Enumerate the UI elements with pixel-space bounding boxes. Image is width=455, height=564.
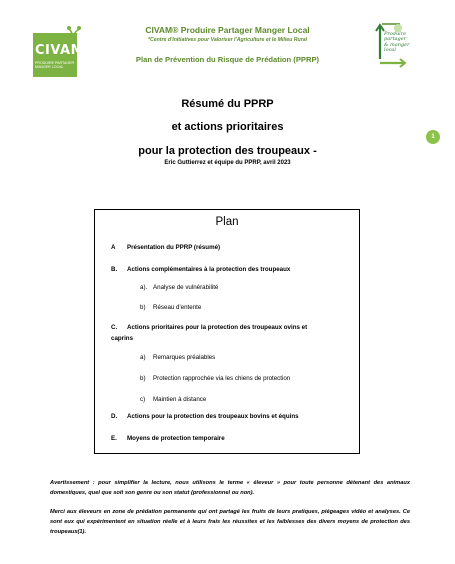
civam-logo-subtext: PRODUIRE PARTAGER MANGER LOCAL (35, 61, 75, 69)
document-title-line3: pour la protection des troupeaux - (138, 145, 317, 157)
document-authors: Eric Guttierrez et équipe du PPRP, avril 2023 (164, 160, 291, 166)
produire-partager-logo-text: Produire partager & manger local (384, 31, 410, 53)
plan-name: Plan de Prévention du Risque de Prédation (PPRP) (135, 55, 320, 64)
thanks-note: Merci aux éleveurs en zone de prédation permanente qui ont partagé les fruits de leurs pratiques, piégeages vidéo et analyses. Ce sont eux qui expérimentent en situation réelle et à leurs frais les réussites et les faiblesses des divers moyens de protection des troupeaux(1). (50, 509, 410, 535)
document-title-line2: et actions prioritaires (171, 121, 284, 133)
produire-partager-logo (370, 19, 410, 69)
org-name: CIVAM® Produire Partager Manger Local (145, 25, 310, 35)
plan-box: Plan A Présentation du PPRP (résumé) B. Actions complémentaires à la protection des troupeaux a). Analyse de vulnérabilité b) Réseau d'entente C. Actions prioritaires pour la protection des troupeaux ovins et caprins a) Remarques préalables b) Protection rapprochée via les chiens de protection c) Maintien à distance D. Actions pour la protection des troupeaux bovins et équins E. Moyens de protection temporaire (94, 209, 360, 454)
org-subtitle: *Centre d'Initiatives pour Valoriser l'Agriculture et le Milieu Rural (147, 37, 308, 43)
warning-note: Avertissement : pour simplifier la lecture, nous utilisons le terme « éleveur » pour toute personne détenant des animaux domestiques, quel que soit son genre ou son statut (professionnel ou non). (50, 480, 410, 496)
plan-heading: Plan (215, 216, 239, 228)
civam-logo-text: CIVAM (35, 43, 85, 58)
document-title-line1: Résumé du PPRP (181, 98, 274, 110)
page-number-badge: 1 (426, 130, 440, 144)
